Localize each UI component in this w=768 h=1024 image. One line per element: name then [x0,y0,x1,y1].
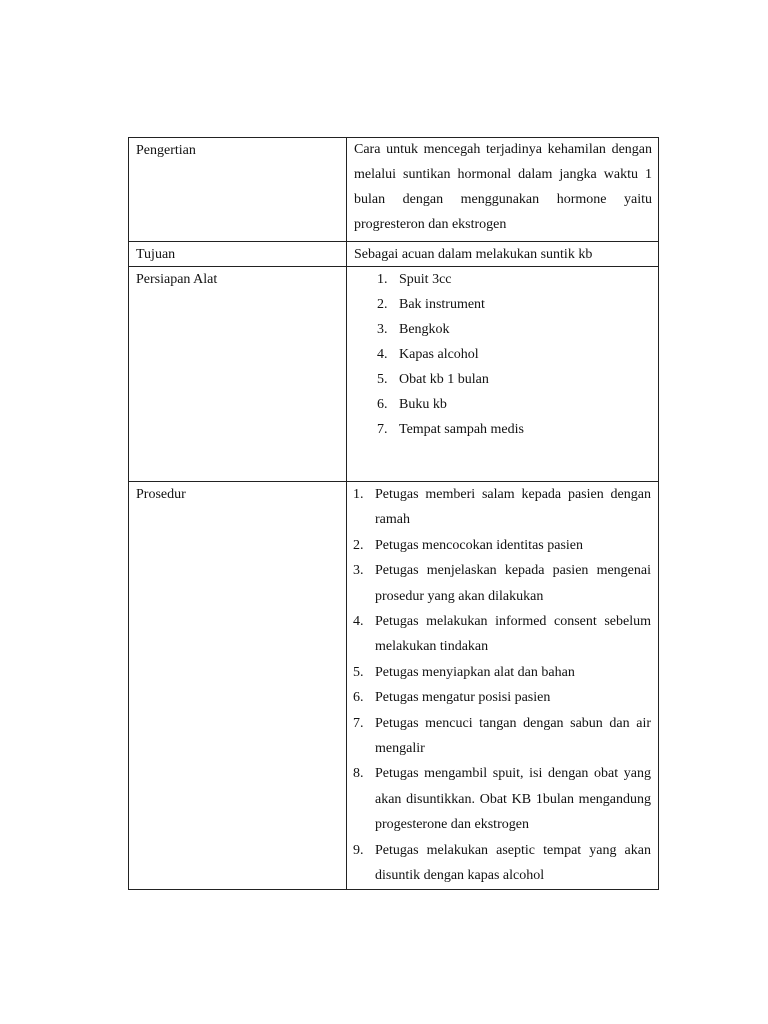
list-item [347,660,658,685]
tujuan-label: Tujuan [136,247,176,262]
list-item [347,342,658,367]
list-item [347,685,658,710]
step-number: 8. [353,766,364,782]
step-number: 5. [353,664,364,680]
list-item [347,317,658,342]
step-number: 6. [353,690,364,706]
list-item [347,761,658,837]
item-number: 2. [377,297,388,312]
step-text: Petugas melakukan informed consent sebelum melakukan tindakan [375,614,651,655]
pengertian-content-cell [347,138,659,242]
item-text: Spuit 3cc [399,272,452,287]
prosedur-label: Prosedur [136,487,186,502]
pengertian-label: Pengertian [136,143,196,158]
tujuan-label-cell [129,242,347,267]
item-text: Kapas alcohol [399,347,479,362]
item-text: Buku kb [399,397,447,412]
item-number: 5. [377,372,388,387]
prosedur-content-cell [347,482,659,890]
item-number: 3. [377,322,388,337]
row-pengertian [129,138,659,242]
list-item [347,267,658,292]
prosedur-label-cell [129,482,347,890]
list-item [347,482,658,533]
list-item [347,392,658,417]
item-text: Tempat sampah medis [399,422,524,437]
row-tujuan [129,242,659,267]
step-text: Petugas mengambil spuit, isi dengan obat yang akan disuntikkan. Obat KB 1bulan mengandung progesterone dan ekstrogen [375,766,651,833]
item-number: 6. [377,397,388,412]
item-text: Obat kb 1 bulan [399,372,489,387]
row-prosedur [129,482,659,890]
procedure-steps-list [347,482,658,889]
list-item [347,711,658,762]
persiapan-alat-content-cell [347,267,659,482]
step-text: Petugas memberi salam kepada pasien dengan ramah [375,487,651,528]
persiapan-alat-label: Persiapan Alat [136,272,218,287]
pengertian-text: Cara untuk mencegah terjadinya kehamilan dengan melalui suntikan hormonal dalam jangka waktu 1 bulan dengan menggunakan hormone yaitu progresteron dan ekstrogen [354,142,652,232]
persiapan-alat-label-cell [129,267,347,482]
step-number: 1. [353,487,364,502]
list-item [347,292,658,317]
step-text: Petugas mencuci tangan dengan sabun dan air mengalir [375,715,651,757]
step-number: 3. [353,563,364,579]
list-item [347,838,658,889]
pengertian-label-cell [129,138,347,242]
step-text: Petugas melakukan aseptic tempat yang akan disuntik dengan kapas alcohol [375,842,651,884]
step-text: Petugas menjelaskan kepada pasien mengenai prosedur yang akan dilakukan [375,563,651,604]
step-number: 2. [353,537,364,553]
list-item [347,558,658,609]
item-text: Bak instrument [399,297,485,312]
tools-list [347,267,658,442]
step-text: Petugas mengatur posisi pasien [375,690,551,706]
item-number: 1. [377,272,388,287]
list-item [347,417,658,442]
item-text: Bengkok [399,322,450,337]
step-text: Petugas menyiapkan alat dan bahan [375,664,575,680]
step-text: Petugas mencocokan identitas pasien [375,537,583,553]
list-item [347,367,658,392]
list-item [347,609,658,660]
row-persiapan-alat [129,267,659,482]
step-number: 7. [353,715,364,731]
step-number: 4. [353,614,364,630]
step-number: 9. [353,842,364,858]
item-number: 4. [377,347,388,362]
item-number: 7. [377,422,388,437]
sop-table [128,137,659,890]
tujuan-text: Sebagai acuan dalam melakukan suntik kb [354,247,593,262]
tujuan-content-cell [347,242,659,267]
list-item [347,533,658,558]
